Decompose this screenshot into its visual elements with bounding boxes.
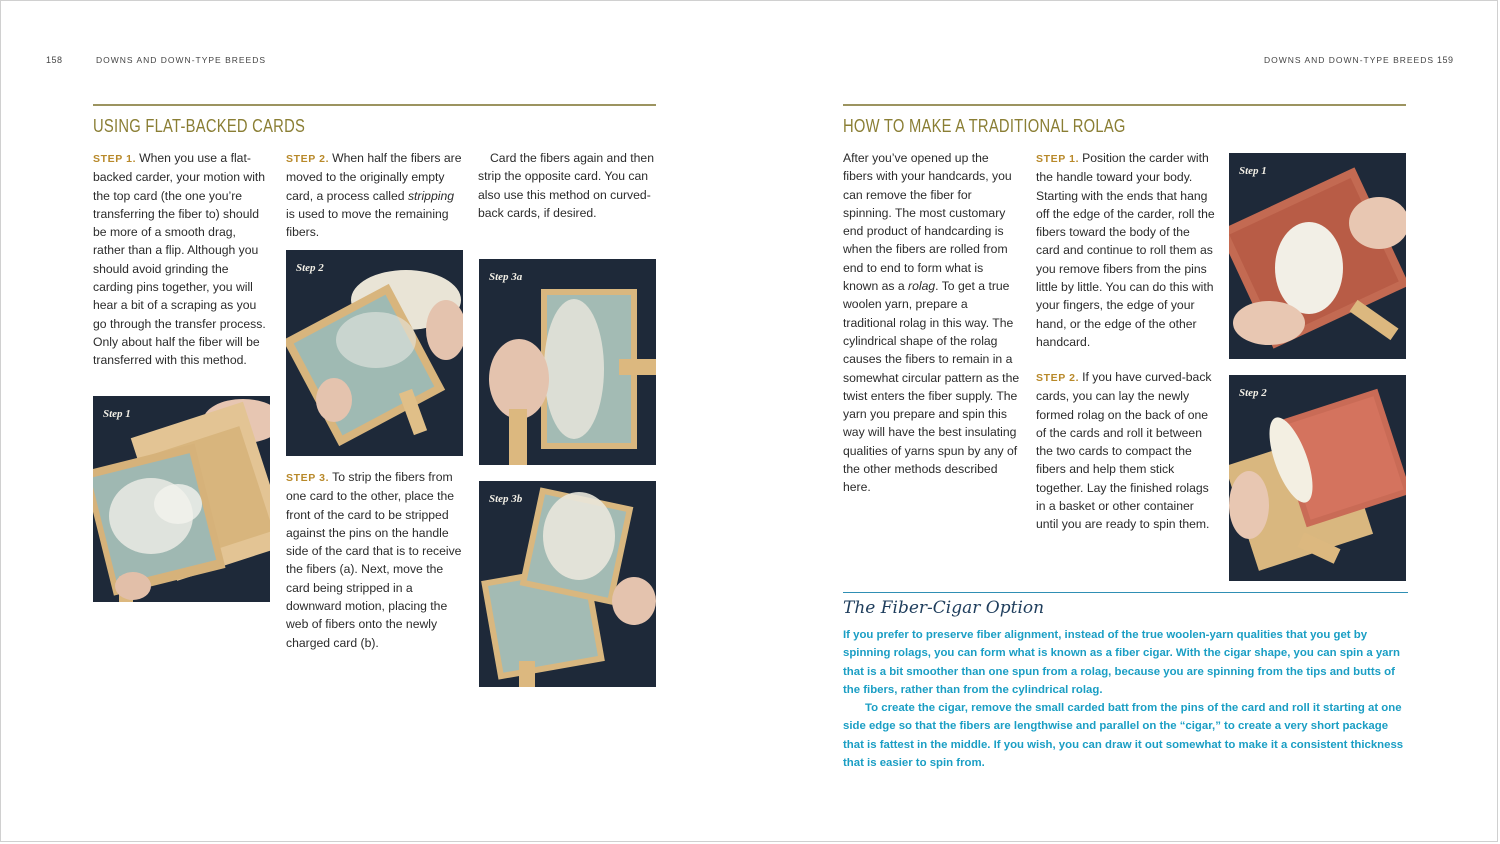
rolag-intro-b: . To get a true woolen yarn, prepare a traditional rolag in this way. The cylindrical shape of the rolag causes the fibers to remain in a somewhat circular pattern as the twist enters the fiber supply. The yarn you prepare and spin this way will have the best insulating qualities of yarns spun by any of the other methods described here. [843,279,1020,495]
step1-text: When you use a flat-backed carder, your motion with the top card (the one you’re transferring the fiber to) should be more of a smooth drag, rather than a flip. Although you should avoid grinding the carding pins together, you will hear a bit of a scraping as you go through the transfer process. Only about half the fiber will be transferred with this method. [93,151,266,368]
photo-step3b-image [479,481,656,687]
sidebar-body [843,626,1409,772]
step3-label: STEP 3. [286,472,330,484]
rolag-step2-body: If you have curved-back cards, you can lay the newly formed rolag on the back of one of the cards and roll it between the two cards to compact the fibers and help them stick together. Lay the finished rolags in a basket or other container until you are ready to spin them. [1036,370,1212,532]
photo-step2-flat-image [286,250,463,456]
left-col2-bottom-text [286,468,464,652]
photo-step1-flat [93,396,270,602]
rolag-step1-label: STEP 1. [1036,153,1080,165]
photo-rolag-step1-image [1229,153,1406,359]
step2-label: STEP 2. [286,153,330,165]
photo-step3b-caption: Step 3b [489,493,523,505]
section-title-flat-backed: USING FLAT-BACKED CARDS [93,116,306,136]
col3-paragraph: Card the fibers again and then strip the opposite card. You can also use this method on curved-back cards, if desired. [478,151,654,220]
rolag-step1-text [1036,149,1216,351]
photo-step2-flat-caption: Step 2 [296,262,324,274]
photo-rolag-step1-caption: Step 1 [1239,165,1267,177]
step2-text-em: stripping [407,188,455,203]
rolag-intro-text [843,149,1021,497]
sidebar-paragraph-2: To create the cigar, remove the small carded batt from the pins of the card and roll it starting at one side edge so that the fibers are lengthwise and parallel on the “cigar,” to create a very short package that is fattest in the middle. If you wish, you can draw it out somewhat to make it a consistent thickness that is easier to spin from. [843,702,1404,770]
sidebar-paragraph-1: If you prefer to preserve fiber alignment, instead of the true woolen-yarn qualities that you get by spinning rolags, you can form what is known as a fiber cigar. With the cigar shape, you can spin a yarn that is a bit smoother than one spun from a rolag, because you are spinning from the tips and butts of the fibers, rather than from the cylindrical rolag. [843,629,1400,696]
page-number-left: 158 [46,55,63,65]
left-col1-text [93,149,269,370]
rolag-step2-label: STEP 2. [1036,372,1080,384]
photo-step3a-image [479,259,656,465]
step3-text: To strip the fibers from one card to the other, place the front of the card to be stripped against the pins on the handle side of the card that is to receive the fibers (a). Next, move the card being stripped in a downward motion, placing the web of fibers onto the newly charged card (b). [286,470,462,650]
rolag-intro-em: rolag [908,279,936,294]
rolag-step2-text [1036,368,1216,534]
step2-text-b: is used to move the remaining fibers. [286,206,449,240]
photo-step1-flat-caption: Step 1 [103,408,131,420]
rolag-intro-a: After you’ve opened up the fibers with your handcards, you can remove the fiber for spinning. The most customary end product of handcarding is when the fibers are rolled from end to end to form what is known as a [843,151,1012,294]
rolag-step1-body: Position the carder with the handle toward your body. Starting with the ends that hang off the edge of the carder, roll the fibers toward the body of the card and continue to roll them as you remove fibers from the pins little by little. You can do this with your fingers, the edge of your hand, or the edge of the other handcard. [1036,151,1215,349]
photo-step3a [479,259,656,465]
photo-rolag-step2 [1229,375,1406,581]
photo-rolag-step2-caption: Step 2 [1239,387,1267,399]
step2-text-a: When half the fibers are moved to the originally empty card, a process called [286,151,462,203]
sidebar-title: The Fiber-Cigar Option [843,598,1045,618]
photo-step1-flat-image [93,396,270,602]
section-rule-right [843,104,1406,106]
section-title-rolag: HOW TO MAKE A TRADITIONAL ROLAG [843,116,1126,136]
sidebar-rule [843,592,1408,593]
step1-label: STEP 1. [93,153,137,165]
page-number-right: 159 [1437,55,1454,65]
photo-step2-flat [286,250,463,456]
photo-rolag-step1 [1229,153,1406,359]
running-head-left: DOWNS AND DOWN-TYPE BREEDS [96,55,267,65]
photo-step3b [479,481,656,687]
photo-rolag-step2-image [1229,375,1406,581]
section-rule-left [93,104,656,106]
left-col2-top-text [286,149,462,241]
photo-step3a-caption: Step 3a [489,271,523,283]
left-col3-text [478,149,656,222]
running-head-right: DOWNS AND DOWN-TYPE BREEDS [1264,55,1435,65]
